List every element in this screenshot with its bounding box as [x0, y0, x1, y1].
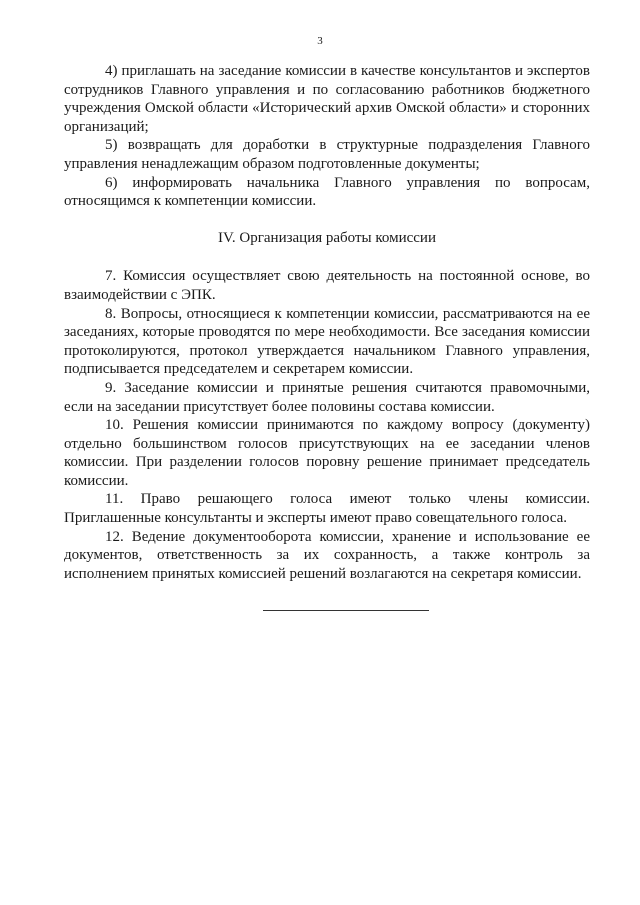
document-body [64, 62, 590, 583]
list-item: 8. Вопросы, относящиеся к компетенции комиссии, рассматриваются на ее заседаниях, которые проводятся по мере необходимости. Все заседания комиссии протоколируются, протокол утверждается начальником Главного управления, подписывается председателем и секретарем комиссии. [64, 305, 590, 378]
section-heading: IV. Организация работы комиссии [218, 229, 436, 246]
end-rule [263, 610, 429, 611]
list-item: 11. Право решающего голоса имеют только члены комиссии. Приглашенные консультанты и эксперты имеют право совещательного голоса. [64, 491, 590, 527]
list-item: 4) приглашать на заседание комиссии в качестве консультантов и экспертов сотрудников Главного управления и по согласованию работников бюджетного учреждения Омской области «Исторический архив Омской области» и сторонних организаций; [64, 63, 590, 135]
list-item: 7. Комиссия осуществляет свою деятельность на постоянной основе, во взаимодействии с ЭПК. [64, 268, 590, 303]
list-item: 6) информировать начальника Главного управления по вопросам, относящимся к компетенции комиссии. [64, 174, 590, 210]
list-item: 5) возвращать для доработки в структурные подразделения Главного управления ненадлежащим образом подготовленные документы; [64, 137, 590, 172]
list-item: 10. Решения комиссии принимаются по каждому вопросу (документу) отдельно большинством голосов присутствующих на ее заседании членов комиссии. При разделении голосов поровну решение принимает председатель комиссии. [64, 417, 590, 489]
list-item: 12. Ведение документооборота комиссии, хранение и использование ее документов, ответственность за их сохранность, а также контроль за исполнением принятых комиссией решений возлагаются на секретаря комиссии. [64, 528, 590, 582]
list-item: 9. Заседание комиссии и принятые решения считаются правомочными, если на заседании присутствует более половины состава комиссии. [64, 379, 590, 415]
page-number: 3 [317, 35, 323, 47]
